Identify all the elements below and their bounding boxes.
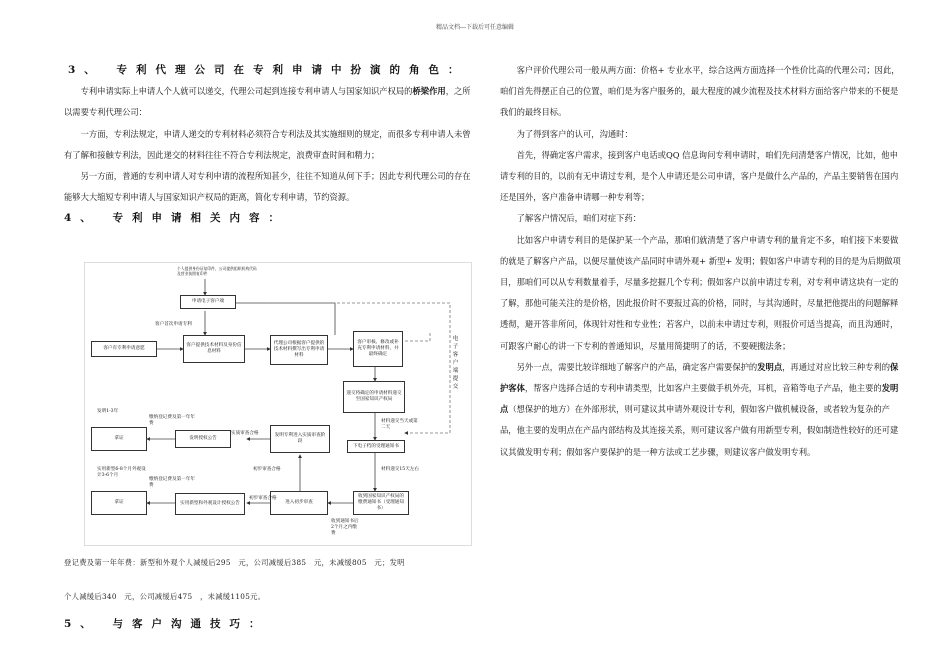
label-prelim-ok: 初步审查合格: [253, 467, 281, 472]
fee-line-1: 登记费及第一年年费：新型和外观个人减缓后295 元，公司减缓后385 元，未减缓805 元；发明: [64, 558, 405, 567]
section-3-title: 3、 专利代理公司在专利申请中扮演的角色：: [68, 64, 468, 76]
r-p6-bold-3: 发明点: [500, 383, 899, 415]
fee-line-2: 个人减缓后340 元，公司减缓后475 ，未减缓1105元。: [64, 592, 266, 601]
label-registration-fee-1: 缴纳登记费及第一年年费: [149, 415, 195, 426]
right-column: [500, 60, 906, 463]
box-invention-grant: 发明授权公告: [175, 430, 231, 448]
section-4-title: 4、 专利申请相关内容：: [64, 212, 288, 225]
patent-flowchart: [84, 262, 472, 546]
r-p5: 比如客户申请专利目的是保护某一个产品，那咱们就清楚了客户申请专利的量肯定不多，咱们接下来要做的就是了解客户产品，以便尽量使该产品同时申请外观+ 新型+ 发明；假如客户申请专利的目的是为后期做项目，那咱们可以从专利数量着手，尽量多挖掘几个专利；假如客户以前申请过专利，对专利申请这块有一定的了解，那他可能关注的是价格，因此报价时不要报过高的价格，同时，与其沟通时，尽量把他提出的问题解释透彻，避开答非所问，体现针对性和专业性；若客户，以前未申请过专利，则报价可适当提高，而且沟通时，可跟客户耐心的讲一下专利的普通知识，尽量用简捷明了的话，不要硬搬法条；: [500, 234, 901, 351]
label-electronic-submit: 电子客户端提交: [452, 336, 459, 390]
box-ecommerce-client: 申请电子客户端: [180, 295, 236, 309]
r-p6-d: ，帮客户选择合适的专利申请类型，比如客户主要做手机外壳，耳机，音箱等电子产品，他主要的: [524, 383, 882, 394]
label-utility-time: 实用新型6-8个月外观设计3-6个月: [97, 467, 146, 478]
s3-paragraph-2: 一方面，专利法规定，申请人递交的专利材料必须符合专利法及其实施细则的规定，而很多专利申请人未曾有了解和接触专利法，因此递交的材料往往不符合专利法规定，浪费审查时间和精力；: [64, 128, 471, 160]
box-utility-design-grant: 实用新型和外观设计授权公告: [175, 493, 245, 515]
s3-paragraph-1: [64, 81, 476, 123]
box-certificate-1: 拿证: [91, 427, 147, 451]
r-p6-bold-2: 保护客体: [500, 361, 899, 394]
box-submit-cnipa: 递交将确定的申请材料递交至国家知识产权局: [343, 381, 405, 413]
left-column: [64, 60, 476, 230]
label-invention-time: 发明1-3年: [97, 409, 119, 414]
label-substantive-ok: 实质审查合格: [231, 431, 259, 436]
s3-p1-bold: 桥梁作用: [412, 86, 446, 97]
r-p6-c: ，再通过对应比较三种专利的: [782, 361, 890, 372]
id-materials-note: 个人提供身份证复印件，公司提供组织机构代码及营业执照复印件: [177, 266, 257, 276]
label-first-application: 客户首次申请专利: [155, 322, 192, 327]
page-header: 精品文档---下载后可任意编辑: [435, 24, 515, 31]
label-15-days: 材料递交15天左右: [381, 467, 420, 472]
r-p6: [500, 357, 906, 463]
box-customer-review: 客户审核、修改或补充专利申请材料，并最终确定: [353, 331, 403, 367]
section-5-wrap: [64, 614, 476, 635]
box-customer-intent: 客户有专利申请意愿: [91, 341, 157, 357]
label-registration-fee-2: 缴纳登记费及第一年年费: [149, 477, 195, 488]
s3-p1-tail: ，之所以需要专利代理公司：: [64, 86, 471, 118]
box-provide-materials: 客户提供技术材料及身份信息材料: [183, 335, 245, 363]
label-pay-deadline: 收到通知书后2个月之内缴费: [331, 519, 359, 536]
box-agent-drafts: 代理公司根据客户提供的技术材料撰写出专利申请材料: [270, 335, 328, 365]
r-p3: 首先，得确定客户需求，接到客户电话或QQ 信息询问专利申请时，咱们先问清楚客户情况，比如，他申请专利的目的，以前有无申请过专利，是个人申请还是公司申请，客户是做什么产品的，产品主要销售在国内还是国外，客户准备申请哪一种专利等；: [500, 149, 899, 203]
box-substantive-exam: 发明专利进入实质审查阶段: [270, 425, 330, 453]
box-certificate-2: 拿证: [91, 491, 147, 515]
section-5-title: 5、 与客户沟通技巧：: [64, 618, 269, 630]
s3-p1-text: 专利申请实际上申请人个人就可以递交，代理公司起到连接专利申请人与国家知识产权局的: [80, 86, 413, 97]
box-fee-notice: 收到国家知识产权局的缴费通知书（受理通知书）: [353, 491, 409, 515]
s3-paragraph-3: 另一方面，普通的专利申请人对专利申请的流程所知甚少，往往不知道从何下手；因此专利代理公司的存在能够大大缩短专利申请人与国家知识产权局的距离，简化专利申请，节约资源。: [64, 171, 471, 203]
box-preliminary-exam: 进入初步审查: [270, 491, 328, 515]
r-p6-a: 另外一点，需要比较详细地了解客户的产品，确定客户需要保护的: [516, 361, 758, 372]
label-prelim-ok-2: 初步审查合格: [249, 496, 277, 501]
r-p6-bold-1: 发明点: [757, 361, 783, 372]
r-p2: 为了得到客户的认可，沟通时：: [516, 128, 633, 139]
box-accept-notice: 下电子档的受理通知书: [347, 440, 405, 453]
r-p6-e: （想保护的地方）在外部形状，则可建议其申请外观设计专利，假如客户做机械设备，或者较为复杂的产品，他主要的发明点在产品内部结构及其连接关系，则可建议客户做有用新型专利，假如制造性较好的还可建议其做发明专利；假如客户要保护的是一种方法或工艺步骤，则建议客户做发明专利。: [500, 404, 899, 457]
r-p1: 客户评价代理公司一般从两方面：价格+ 专业水平，综合这两方面选择一个性价比高的代理公司；因此，咱们首先得摆正自己的位置，咱们是为客户服务的，最大程度的减少流程及技术材料方面给客户带来的不便是我们的最终目标。: [500, 65, 900, 118]
label-accept-time: 材料递交当天或第二天: [381, 419, 418, 430]
r-p4: 了解客户情况后，咱们对症下药：: [516, 213, 642, 224]
